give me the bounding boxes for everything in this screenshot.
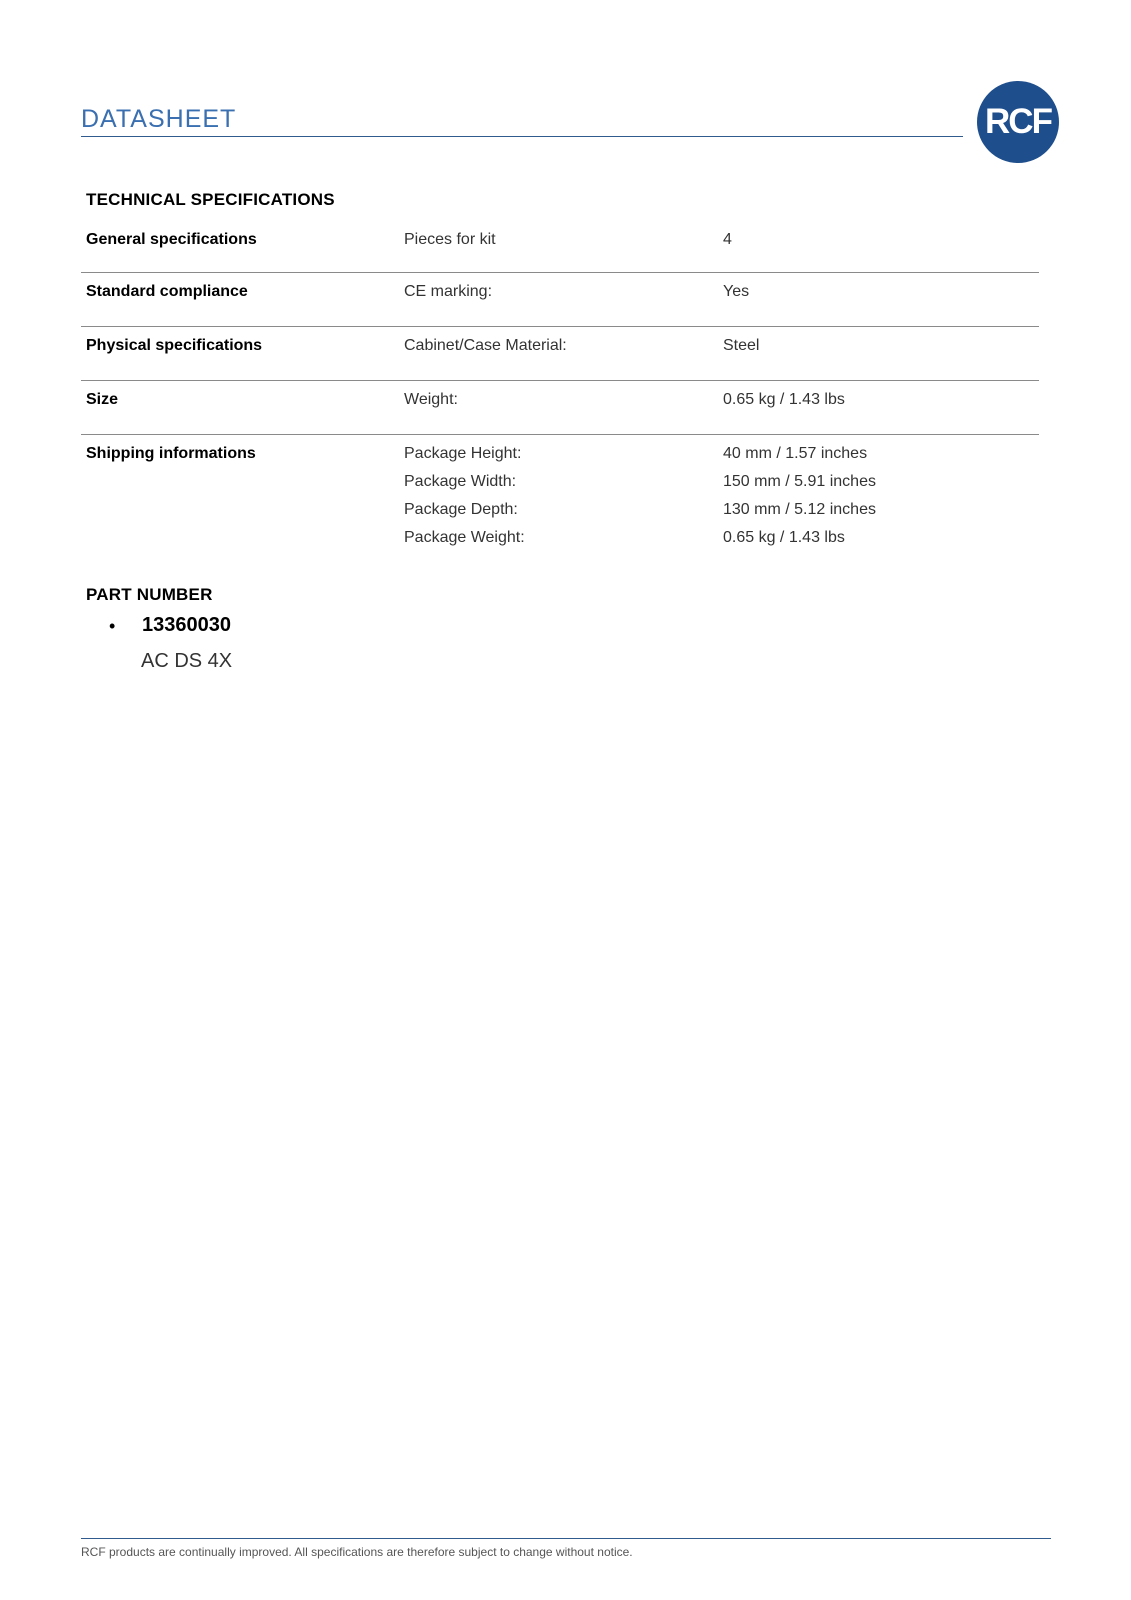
- spec-line: [81, 496, 1039, 524]
- spec-label: Pieces for kit: [404, 231, 496, 248]
- spec-line: [81, 440, 1039, 468]
- spec-line: [81, 226, 1039, 254]
- spec-label: CE marking:: [404, 283, 493, 300]
- rcf-logo: RCF: [977, 81, 1059, 163]
- spec-label: Cabinet/Case Material:: [404, 337, 567, 354]
- spec-row-compliance: [81, 273, 1039, 327]
- spec-value: 4: [723, 231, 732, 248]
- spec-value: 40 mm / 1.57 inches: [723, 445, 868, 462]
- spec-category: Size: [86, 391, 119, 408]
- spec-line: [81, 332, 1039, 360]
- spec-category: Physical specifications: [86, 337, 263, 354]
- spec-label: Package Height:: [404, 445, 522, 462]
- spec-value: 130 mm / 5.12 inches: [723, 501, 876, 518]
- spec-value: Yes: [723, 283, 750, 300]
- spec-category: Shipping informations: [86, 445, 256, 462]
- spec-value: 0.65 kg / 1.43 lbs: [723, 391, 845, 408]
- spec-value: 0.65 kg / 1.43 lbs: [723, 529, 845, 546]
- spec-row-size: [81, 381, 1039, 435]
- part-number-heading: PART NUMBER: [86, 585, 213, 604]
- page-title: DATASHEET: [81, 105, 237, 133]
- spec-label: Package Width:: [404, 473, 517, 490]
- tech-specs-heading: TECHNICAL SPECIFICATIONS: [86, 190, 335, 209]
- spec-value: Steel: [723, 337, 760, 354]
- spec-row-shipping: [81, 435, 1039, 552]
- footer-divider: [81, 1538, 1051, 1539]
- spec-label: Weight:: [404, 391, 458, 408]
- page-header: [81, 104, 963, 137]
- footer-note: RCF products are continually improved. All specifications are therefore subject to change without notice.: [81, 1545, 633, 1559]
- spec-category: General specifications: [86, 231, 257, 248]
- spec-category: Standard compliance: [86, 283, 248, 300]
- part-number-value: 13360030: [142, 614, 231, 636]
- spec-label: Package Depth:: [404, 501, 518, 518]
- spec-table: [81, 226, 1039, 552]
- spec-line: [81, 468, 1039, 496]
- spec-row-physical: [81, 327, 1039, 381]
- spec-line: [81, 278, 1039, 306]
- spec-line: [81, 386, 1039, 414]
- spec-label: Package Weight:: [404, 529, 525, 546]
- spec-line: [81, 524, 1039, 552]
- spec-row-general: [81, 226, 1039, 273]
- spec-value: 150 mm / 5.91 inches: [723, 473, 876, 490]
- part-description: AC DS 4X: [141, 650, 233, 672]
- bullet-icon: •: [109, 616, 116, 636]
